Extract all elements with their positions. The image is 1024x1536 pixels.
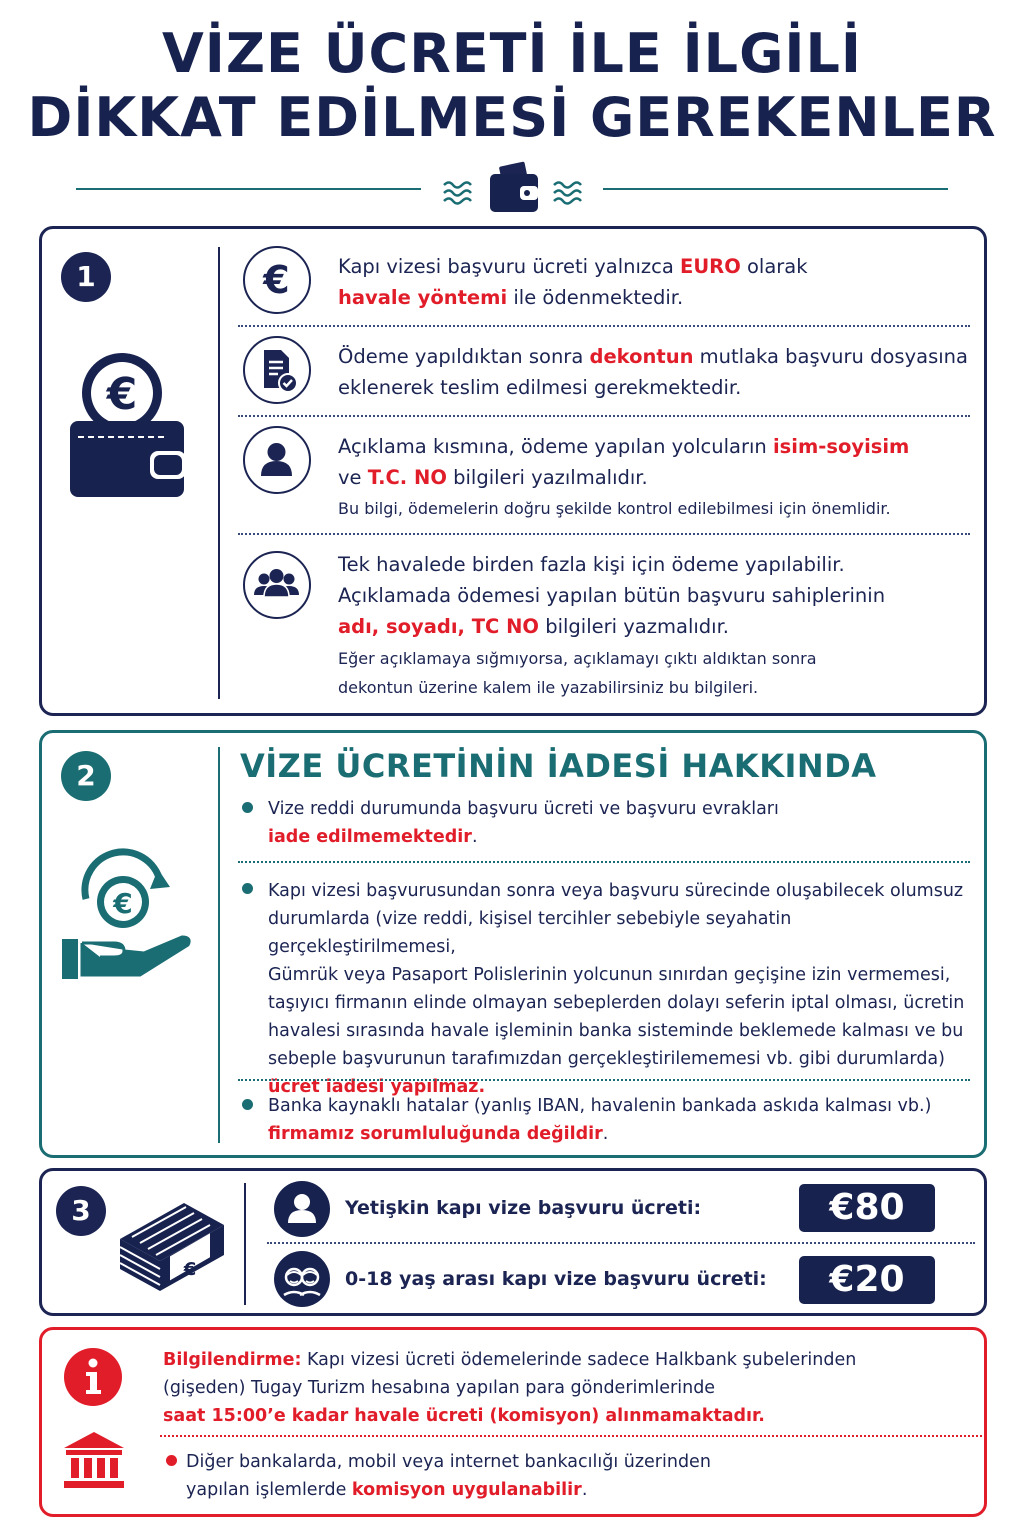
person-icon — [243, 426, 311, 494]
highlight-text: iade edilmemektedir — [268, 827, 472, 847]
highlight-text: firmamız sorumluluğunda değildir — [268, 1124, 603, 1144]
info-divider — [160, 1435, 982, 1437]
body-text: eklenerek teslim edilmesi gerekmektedir. — [338, 376, 742, 399]
body-text: olarak — [740, 255, 808, 278]
adult-fee-label: Yetişkin kapı vize başvuru ücreti: — [345, 1197, 702, 1219]
info-icon — [62, 1346, 124, 1408]
section-2-bullet-3 — [242, 1099, 253, 1110]
bank-icon — [62, 1430, 126, 1490]
body-text: Gümrük veya Pasaport Polislerinin yolcunun sınırdan geçişine izin vermemesi, — [268, 965, 951, 985]
group-icon — [243, 551, 311, 619]
body-text: Kapı vizesi başvurusundan sonra veya başvuru sürecinde oluşabilecek olumsuz — [268, 881, 964, 901]
section-1-item-4-note-1: Eğer açıklamaya sığmıyorsa, açıklamayı çıktı aldıktan sonra — [338, 649, 817, 668]
section-1-item-2-text — [338, 341, 968, 403]
divider-line-right — [603, 188, 948, 190]
section-3-card — [39, 1168, 987, 1316]
section-3-separator — [244, 1183, 246, 1305]
title-divider — [76, 160, 948, 220]
body-text: yapılan işlemlerde — [186, 1480, 352, 1500]
body-text: bilgileri yazılmalıdır. — [446, 466, 648, 489]
svg-text:€: € — [113, 887, 133, 920]
money-stack-icon — [110, 1199, 228, 1299]
body-text: Kapı vizesi ücreti ödemelerinde sadece Halkbank şubelerinden — [301, 1350, 857, 1370]
section-2-separator — [218, 747, 220, 1143]
svg-text:€: € — [263, 258, 290, 302]
body-text: (gişeden) Tugay Turizm hesabına yapılan para gönderimlerinde — [163, 1378, 716, 1398]
body-text: Vize reddi durumunda başvuru ücreti ve başvuru evrakları — [268, 799, 779, 819]
info-card — [39, 1327, 987, 1517]
document-check-icon — [243, 336, 311, 404]
hand-euro-refund-icon — [60, 847, 194, 987]
section-2-bullet-1 — [242, 802, 253, 813]
child-fee-label: 0-18 yaş arası kapı vize başvuru ücreti: — [345, 1268, 767, 1290]
section-1-card — [39, 226, 987, 716]
highlight-text: dekontun — [589, 345, 694, 368]
section-2-card — [39, 730, 987, 1158]
child-fee-price: €20 — [799, 1256, 935, 1304]
body-text: sebeple başvurunun tarafımızdan gerçekleştirilememesi vb. gibi durumlarda) — [268, 1049, 945, 1069]
body-text: ile ödenmektedir. — [507, 286, 684, 309]
highlight-text: komisyon uygulanabilir — [351, 1480, 582, 1500]
wave-right-icon — [552, 180, 584, 206]
title-line-2: DİKKAT EDİLMESİ GEREKENLER — [27, 86, 997, 149]
section-2-item-1-text — [268, 795, 779, 851]
body-text: Ödeme yapıldıktan sonra — [338, 345, 590, 368]
section-1-divider-1 — [238, 325, 970, 327]
info-text — [163, 1346, 856, 1430]
body-text: Diğer bankalarda, mobil veya internet bankacılığı üzerinden — [186, 1452, 711, 1472]
section-3-divider — [267, 1242, 975, 1244]
children-icon — [274, 1251, 330, 1307]
section-2-item-2-text — [268, 877, 984, 1101]
body-text: ve — [338, 466, 368, 489]
divider-line-left — [76, 188, 421, 190]
svg-text:€: € — [106, 369, 138, 420]
section-1-item-1-text — [338, 251, 808, 313]
body-text: bilgileri yazmalıdır. — [539, 615, 729, 638]
info-bullet — [166, 1455, 177, 1466]
page-title — [0, 22, 1024, 150]
section-1-item-4-note-2: dekontun üzerine kalem ile yazabilirsiniz bu bilgileri. — [338, 678, 759, 697]
highlight-text: Bilgilendirme: — [163, 1350, 302, 1370]
svg-text:€: € — [183, 1259, 197, 1280]
highlight-text: havale yöntemi — [338, 286, 508, 309]
body-text: havalesi sırasında havale işleminin banka sisteminde beklemede kalması ve bu — [268, 1021, 964, 1041]
section-1-item-3-text — [338, 431, 909, 493]
adult-icon — [274, 1181, 330, 1237]
section-1-divider-3 — [238, 533, 970, 535]
section-2-heading: VİZE ÜCRETİNİN İADESİ HAKKINDA — [240, 747, 877, 785]
section-2-number: 2 — [61, 751, 111, 801]
section-2-divider-2 — [238, 1079, 970, 1081]
body-text: Banka kaynaklı hatalar (yanlış IBAN, havalenin bankada askıda kalması vb.) — [268, 1096, 932, 1116]
bank-commission-text — [186, 1448, 711, 1504]
adult-fee-price: €80 — [799, 1184, 935, 1232]
body-text: . — [471, 827, 478, 847]
wallet-euro-icon — [64, 351, 194, 501]
body-text: Tek havalede birden fazla kişi için ödeme yapılabilir. — [338, 553, 845, 576]
section-2-divider-1 — [238, 861, 970, 863]
section-1-item-4-text — [338, 549, 885, 642]
euro-icon — [243, 246, 311, 314]
highlight-text: T.C. NO — [367, 466, 447, 489]
body-text: Açıklamada ödemesi yapılan bütün başvuru sahiplerinin — [338, 584, 886, 607]
wave-left-icon — [442, 180, 474, 206]
highlight-text: adı, soyadı, TC NO — [338, 615, 540, 638]
section-1-item-3-note: Bu bilgi, ödemelerin doğru şekilde kontrol edilebilmesi için önemlidir. — [338, 499, 891, 518]
body-text: Açıklama kısmına, ödeme yapılan yolcuların — [338, 435, 773, 458]
highlight-text: isim-soyisim — [772, 435, 910, 458]
section-1-number: 1 — [61, 252, 111, 302]
section-1-separator — [218, 247, 220, 699]
wallet-icon — [486, 160, 542, 216]
highlight-text: EURO — [680, 255, 741, 278]
section-1-divider-2 — [238, 415, 970, 417]
highlight-text: saat 15:00’e kadar havale ücreti (komisyon) alınmamaktadır. — [163, 1406, 765, 1426]
section-2-bullet-2 — [242, 883, 253, 894]
section-2-item-3-text — [268, 1092, 931, 1148]
body-text: Kapı vizesi başvuru ücreti yalnızca — [338, 255, 681, 278]
title-line-1: VİZE ÜCRETİ İLE İLGİLİ — [161, 22, 862, 85]
body-text: taşıyıcı firmanın elinde olmayan sebeplerden dolayı seferin iptal olması, ücretin — [268, 993, 965, 1013]
body-text: durumlarda (vize reddi, kişisel tercihler sebebiyle seyahatin gerçekleştirilmemesi, — [268, 909, 792, 957]
body-text: . — [602, 1124, 609, 1144]
body-text: mutlaka başvuru dosyasına — [693, 345, 968, 368]
highlight-text: ücret iadesi yapılmaz. — [268, 1077, 486, 1097]
section-3-number: 3 — [56, 1186, 106, 1236]
body-text: . — [581, 1480, 588, 1500]
